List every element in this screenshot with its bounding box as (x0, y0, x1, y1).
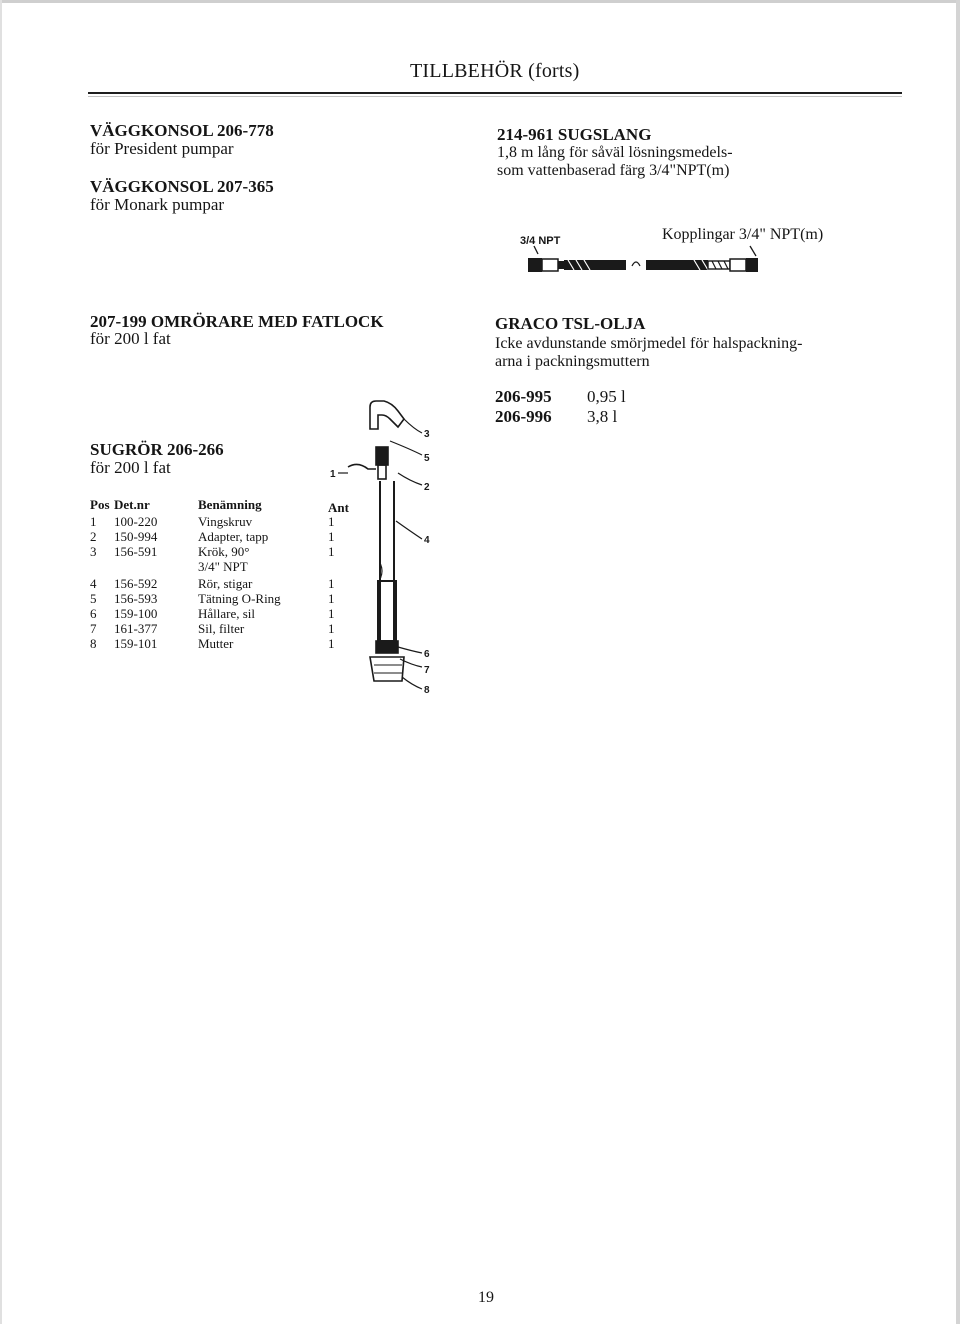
cell-ant: 1 (328, 529, 335, 544)
cell-detnr: 156-592 (114, 576, 158, 591)
cell-ant: 1 (328, 544, 335, 559)
cell-name: Sil, filter (198, 621, 245, 636)
cell-detnr: 156-593 (114, 591, 158, 606)
cell-pos: 8 (90, 636, 97, 651)
sugslang-line2: som vattenbaserad färg 3/4"NPT(m) (497, 162, 730, 179)
tsl-item-part: 206-996 (495, 407, 552, 426)
wing-screw-part (348, 464, 376, 469)
header-rule-shadow (88, 96, 902, 97)
cell-name: Adapter, tapp (198, 529, 269, 544)
right-fitting (730, 259, 746, 271)
cell-pos: 1 (90, 514, 97, 529)
hose-label-kopplingar: Kopplingar 3/4" NPT(m) (662, 226, 824, 243)
adapter-tap (378, 465, 386, 479)
callout-3: 3 (424, 429, 430, 440)
cell-detnr: 161-377 (114, 621, 158, 636)
cell-ant: 1 (328, 606, 335, 621)
cell-detnr: 159-100 (114, 606, 158, 621)
sugror-desc: för 200 l fat (90, 458, 171, 477)
col-detnr-header: Det.nr (114, 497, 150, 512)
cell-pos: 2 (90, 529, 97, 544)
cell-ant: 1 (328, 621, 335, 636)
cell-pos: 3 (90, 544, 97, 559)
left-fitting (528, 258, 542, 272)
adapter-part (376, 447, 388, 465)
tsl-line1: Icke avdunstande smörjmedel för halspackning- (495, 335, 803, 352)
page-left-edge (0, 0, 2, 1324)
cell-name-line2: 3/4" NPT (198, 559, 248, 574)
tsl-line2: arna i packningsmuttern (495, 353, 650, 370)
callout-1: 1 (330, 469, 336, 480)
omrorare-title: 207-199 OMRÖRARE MED FATLOCK (90, 312, 384, 331)
cell-name: Mutter (198, 636, 234, 651)
omrorare-desc: för 200 l fat (90, 329, 171, 348)
col-name-header: Benämning (198, 497, 262, 512)
callout-7: 7 (424, 665, 430, 676)
sugslang-line1: 1,8 m lång för såväl lösningsmedels- (497, 144, 733, 161)
cell-ant: 1 (328, 576, 335, 591)
vaggkonsol1-desc: för President pumpar (90, 139, 234, 158)
tsl-item-volume: 3,8 l (587, 407, 618, 426)
page-right-edge (956, 0, 960, 1324)
callout-4: 4 (424, 535, 430, 546)
cell-name: Tätning O-Ring (198, 591, 281, 606)
suction-hose-illustration (524, 244, 784, 278)
elbow-part (370, 401, 404, 429)
page-number: 19 (478, 1289, 494, 1306)
cell-detnr: 100-220 (114, 514, 158, 529)
col-pos-header: Pos (90, 497, 110, 512)
strainer-holder-part (376, 641, 398, 653)
cell-detnr: 156-591 (114, 544, 158, 559)
filter-part (370, 657, 404, 681)
cell-name: Krök, 90° (198, 544, 250, 559)
header-rule (88, 92, 902, 94)
vaggkonsol2-title: VÄGGKONSOL 207-365 (90, 177, 274, 196)
cell-ant: 1 (328, 514, 335, 529)
callout-8: 8 (424, 685, 430, 696)
cell-detnr: 159-101 (114, 636, 158, 651)
vaggkonsol2-desc: för Monark pumpar (90, 195, 225, 214)
cell-detnr: 150-994 (114, 529, 158, 544)
cell-pos: 4 (90, 576, 97, 591)
suction-tube-diagram (318, 395, 438, 700)
cell-pos: 7 (90, 621, 97, 636)
page-top-edge (0, 0, 960, 3)
cell-ant: 1 (328, 636, 335, 651)
page-title: TILLBEHÖR (forts) (410, 60, 580, 82)
cell-pos: 6 (90, 606, 97, 621)
cell-name: Rör, stigar (198, 576, 253, 591)
sugslang-title: 214-961 SUGSLANG (497, 125, 652, 144)
tsl-item-volume: 0,95 l (587, 387, 626, 406)
cell-pos: 5 (90, 591, 97, 606)
callout-5: 5 (424, 453, 430, 464)
col-ant-header: Ant (328, 500, 349, 515)
cell-ant: 1 (328, 591, 335, 606)
cell-name: Vingskruv (198, 514, 253, 529)
tsl-items (495, 388, 695, 428)
hose-label-npt: 3/4 NPT (520, 235, 561, 247)
vaggkonsol1-title: VÄGGKONSOL 206-778 (90, 121, 274, 140)
callout-2: 2 (424, 482, 430, 493)
tsl-title: GRACO TSL-OLJA (495, 314, 646, 333)
sugror-title: SUGRÖR 206-266 (90, 440, 224, 459)
cell-name: Hållare, sil (198, 606, 256, 621)
callout-6: 6 (424, 649, 430, 660)
tsl-item-part: 206-995 (495, 387, 552, 406)
